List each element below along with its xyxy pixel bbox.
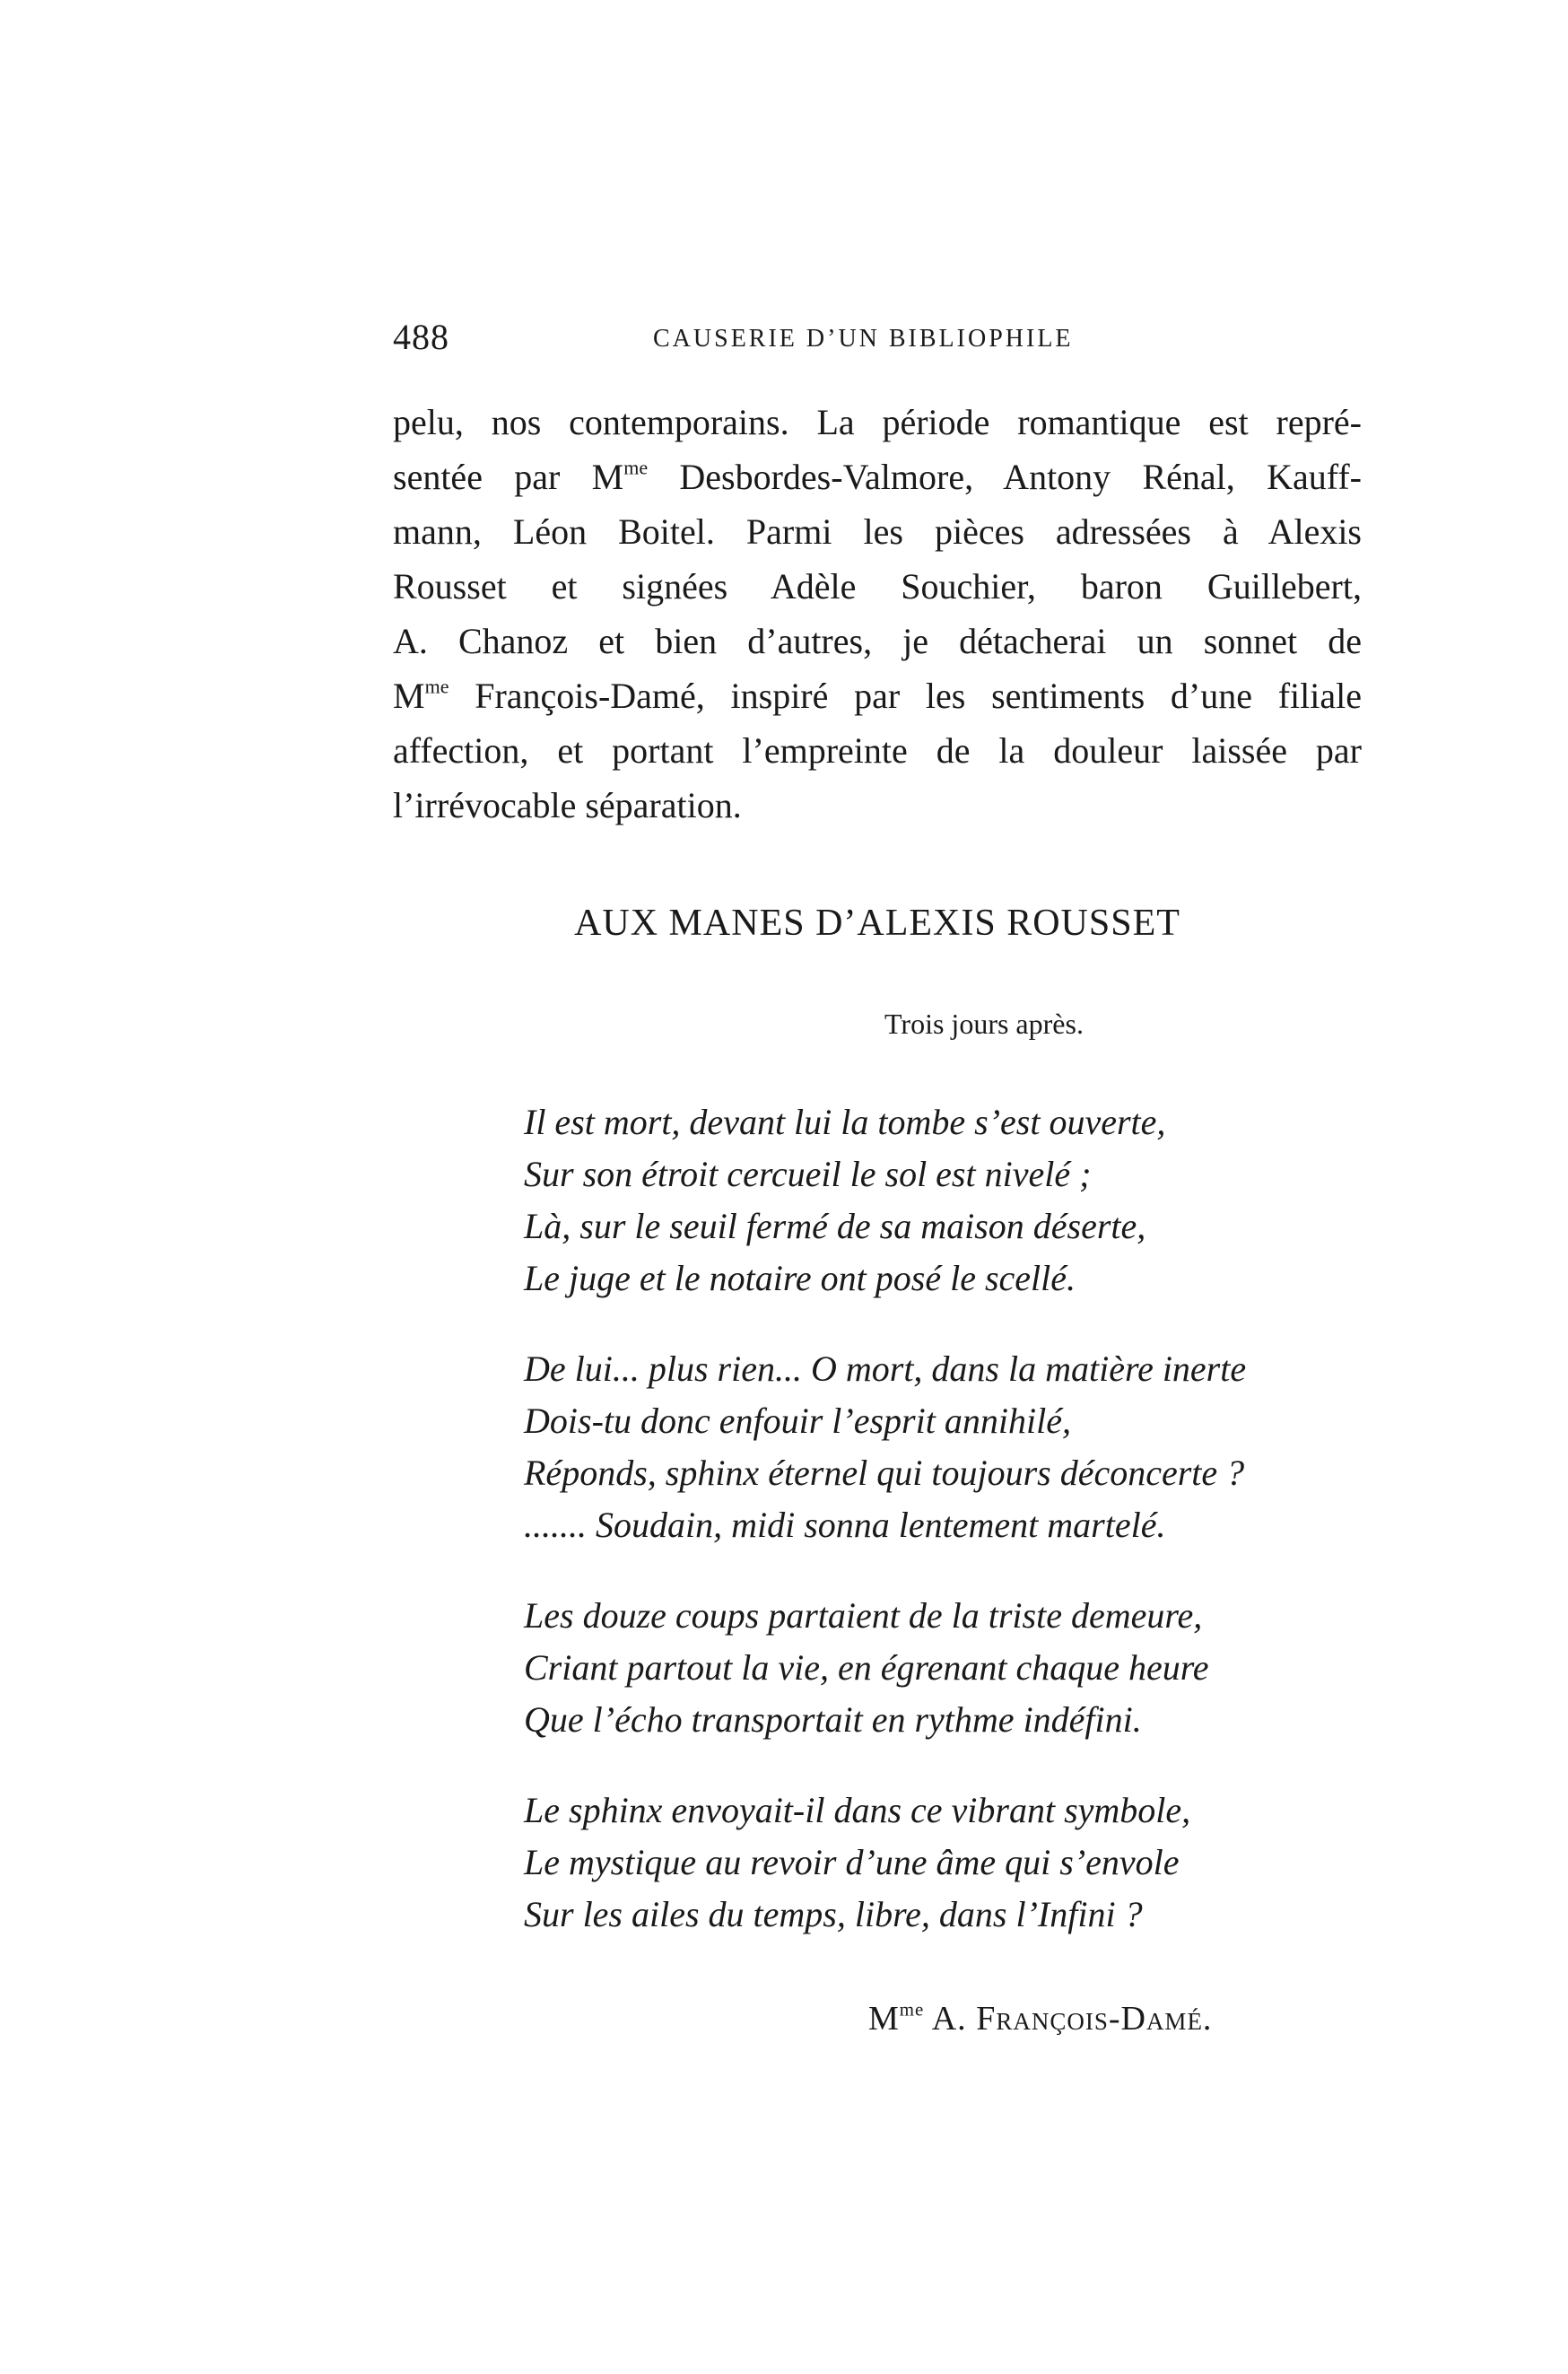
verse-line: Dois-tu donc enfouir l’esprit annihilé, [524, 1401, 1071, 1441]
running-head: CAUSERIE D’UN BIBLIOPHILE [653, 325, 1074, 353]
verse-line: Criant partout la vie, en égrenant chaque heure [524, 1647, 1209, 1688]
verse-line: De lui... plus rien... O mort, dans la matière inerte [524, 1348, 1247, 1389]
prose-paragraph [393, 395, 1362, 833]
poem-body [524, 1096, 1331, 1979]
verse-line: Il est mort, devant lui la tombe s’est ouverte, [524, 1102, 1166, 1142]
page-header [393, 316, 1362, 370]
signature-initial: A. [924, 2000, 977, 2038]
verse-line: ....... Soudain, midi sonna lentement martelé. [524, 1505, 1166, 1545]
verse-line: Le sphinx envoyait-il dans ce vibrant symbole, [524, 1790, 1191, 1830]
prose-line: A. Chanoz et bien d’autres, je détacherai un sonnet de [393, 621, 1362, 661]
prose-line: mann, Léon Boitel. Parmi les pièces adressées à Alexis [393, 511, 1362, 552]
poem-dateline: Trois jours après. [884, 1008, 1084, 1040]
prose-line: Rousset et signées Adèle Souchier, baron Guillebert, [393, 566, 1362, 607]
poem-title: AUX MANES D’ALEXIS ROUSSET [574, 903, 1180, 944]
prose-line: l’irrévocable séparation. [393, 785, 742, 825]
signature-name: François-Damé. [976, 2000, 1213, 2038]
prose-line: pelu, nos contemporains. La période romantique est repré- [393, 402, 1362, 442]
prose-line: $M^{me}$ François-Damé, inspiré par les sentiments d’une filiale [393, 675, 1362, 716]
page-number: 488 [393, 317, 449, 357]
verse-line: Réponds, sphinx éternel qui toujours déconcerte ? [524, 1453, 1245, 1493]
verse-line: Là, sur le seuil fermé de sa maison déserte, [524, 1206, 1146, 1246]
stanza [524, 1096, 1331, 1305]
verse-line: Que l’écho transportait en rythme indéfini. [524, 1699, 1142, 1740]
stanza [524, 1590, 1331, 1746]
verse-line: Le mystique au revoir d’une âme qui s’envole [524, 1842, 1180, 1882]
verse-line: Le juge et le notaire ont posé le scellé. [524, 1258, 1076, 1298]
verse-line: Sur les ailes du temps, libre, dans l’Infini ? [524, 1894, 1143, 1934]
stanza [524, 1343, 1331, 1551]
poem-signature [868, 1999, 1212, 2038]
verse-line: Les douze coups partaient de la triste demeure, [524, 1595, 1203, 1636]
signature-prefix: M [868, 2000, 900, 2038]
prose-line: affection, et portant l’empreinte de la douleur laissée par [393, 730, 1362, 771]
verse-line: Sur son étroit cercueil le sol est nivelé ; [524, 1154, 1092, 1194]
prose-line: sentée par $M^{me}$ Desbordes-Valmore, Antony Rénal, Kauff- [393, 456, 1362, 497]
signature-sup: me [899, 1998, 925, 2021]
stanza [524, 1785, 1331, 1941]
